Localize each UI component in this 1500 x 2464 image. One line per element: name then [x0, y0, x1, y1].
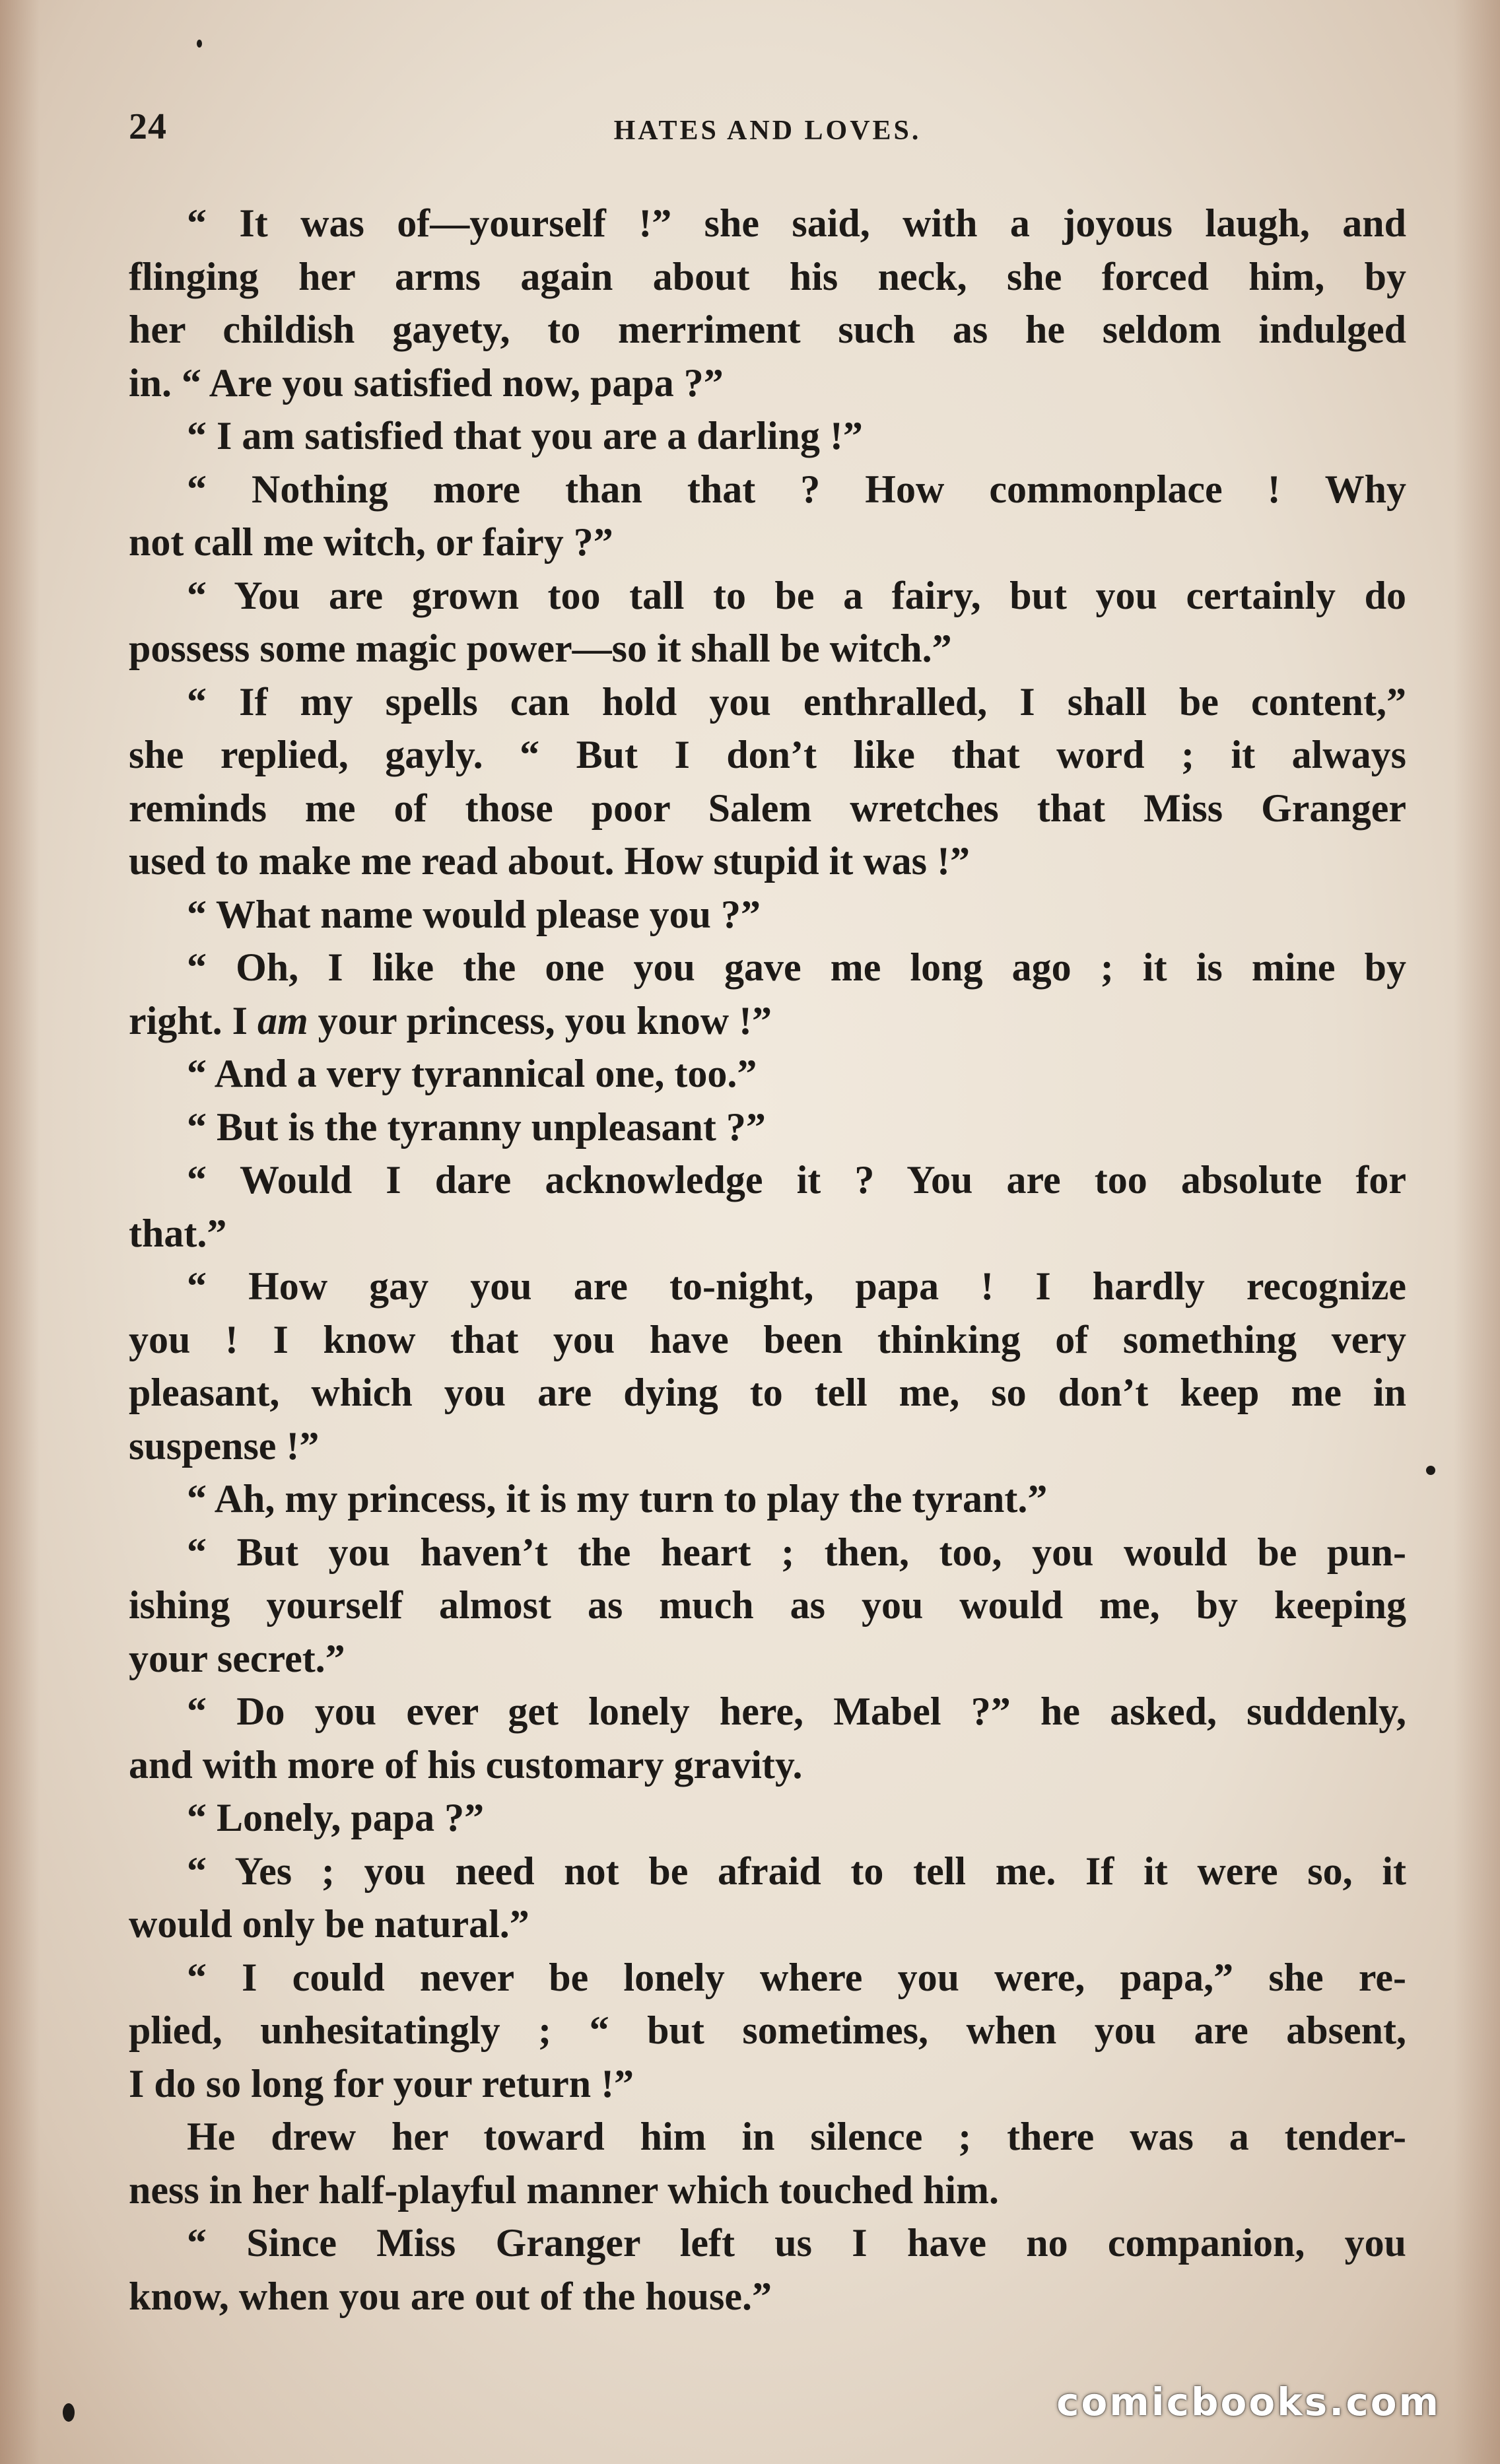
text-line: He drew her toward him in silence ; there was a tender-	[187, 2115, 1406, 2158]
text-line: suspense !”	[129, 1423, 320, 1468]
text-line: “ It was of—yourself !” she said, with a joyous laugh, and	[187, 201, 1406, 245]
text-line: “ You are grown too tall to be a fairy, but you certainly do	[187, 573, 1406, 617]
text-line: “ I am satisfied that you are a darling !”	[187, 414, 863, 458]
page-edge-shading-right	[1454, 0, 1500, 2464]
text-line: right. I am your princess, you know !”	[129, 998, 772, 1043]
text-line: flinging her arms again about his neck, she forced him, by	[129, 254, 1406, 298]
text-line: “ Oh, I like the one you gave me long ago ; it is mine by	[187, 945, 1406, 989]
text-line: know, when you are out of the house.”	[129, 2274, 772, 2318]
text-line: I do so long for your return !”	[129, 2061, 634, 2105]
ink-speck	[197, 40, 202, 48]
page-header	[129, 106, 1406, 165]
running-head: HATES AND LOVES.	[613, 116, 922, 146]
text-line: reminds me of those poor Salem wretches that Miss Granger	[129, 786, 1406, 830]
text-line: “ How gay you are to-night, papa ! I hardly recognize	[187, 1264, 1406, 1308]
text-line: “ But is the tyranny unpleasant ?”	[187, 1105, 766, 1149]
watermark: comicbooks.com	[1056, 2379, 1441, 2424]
text-line: “ But you haven’t the heart ; then, too, you would be pun-	[187, 1530, 1406, 1574]
text-line: ness in her half-playful manner which touched him.	[129, 2168, 999, 2212]
text-line: “ Lonely, papa ?”	[187, 1796, 485, 1839]
text-line: “ Yes ; you need not be afraid to tell me. If it were so, it	[187, 1849, 1406, 1893]
ink-speck	[63, 2403, 75, 2422]
text-line: and with more of his customary gravity.	[129, 1742, 803, 1787]
text-line: “ Since Miss Granger left us I have no companion, you	[187, 2221, 1406, 2265]
text-line: “ If my spells can hold you enthralled, I shall be content,”	[187, 679, 1406, 724]
text-line: “ And a very tyrannical one, too.”	[187, 1052, 757, 1095]
ink-speck	[1426, 1466, 1435, 1475]
emphasis: am	[257, 998, 308, 1043]
text-line: would only be natural.”	[129, 1902, 529, 1946]
text-line: pleasant, which you are dying to tell me, so don’t keep me in	[129, 1371, 1406, 1414]
text-line: your secret.”	[129, 1636, 345, 1680]
page-number: 24	[129, 106, 167, 147]
text-line: “ Nothing more than that ? How commonplace ! Why	[187, 467, 1406, 511]
page-edge-shading-left	[0, 0, 40, 2464]
text-line: ishing yourself almost as much as you would me, by keeping	[129, 1583, 1406, 1627]
text-line: used to make me read about. How stupid it was !”	[129, 839, 970, 883]
text-line: “ What name would please you ?”	[187, 892, 761, 936]
text-line: possess some magic power—so it shall be witch.”	[129, 627, 952, 670]
text-line: “ Ah, my princess, it is my turn to play the tyrant.”	[187, 1477, 1048, 1521]
text-line: “ I could never be lonely where you were, papa,” she re-	[187, 1955, 1406, 1999]
text-line: her childish gayety, to merriment such as he seldom indulged	[129, 308, 1406, 351]
text-line: that.”	[129, 1211, 227, 1255]
text-line: in. “ Are you satisfied now, papa ?”	[129, 360, 724, 405]
text-line: “ Do you ever get lonely here, Mabel ?” he asked, suddenly,	[187, 1690, 1406, 1733]
text-line: plied, unhesitatingly ; “ but sometimes, when you are absent,	[129, 2008, 1406, 2052]
body-text	[129, 197, 1406, 2323]
text-line: she replied, gayly. “ But I don’t like that word ; it always	[129, 733, 1406, 776]
text-line: “ Would I dare acknowledge it ? You are too absolute for	[187, 1158, 1406, 1202]
text-line: not call me witch, or fairy ?”	[129, 520, 613, 564]
text-line: you ! I know that you have been thinking of something very	[129, 1317, 1406, 1361]
